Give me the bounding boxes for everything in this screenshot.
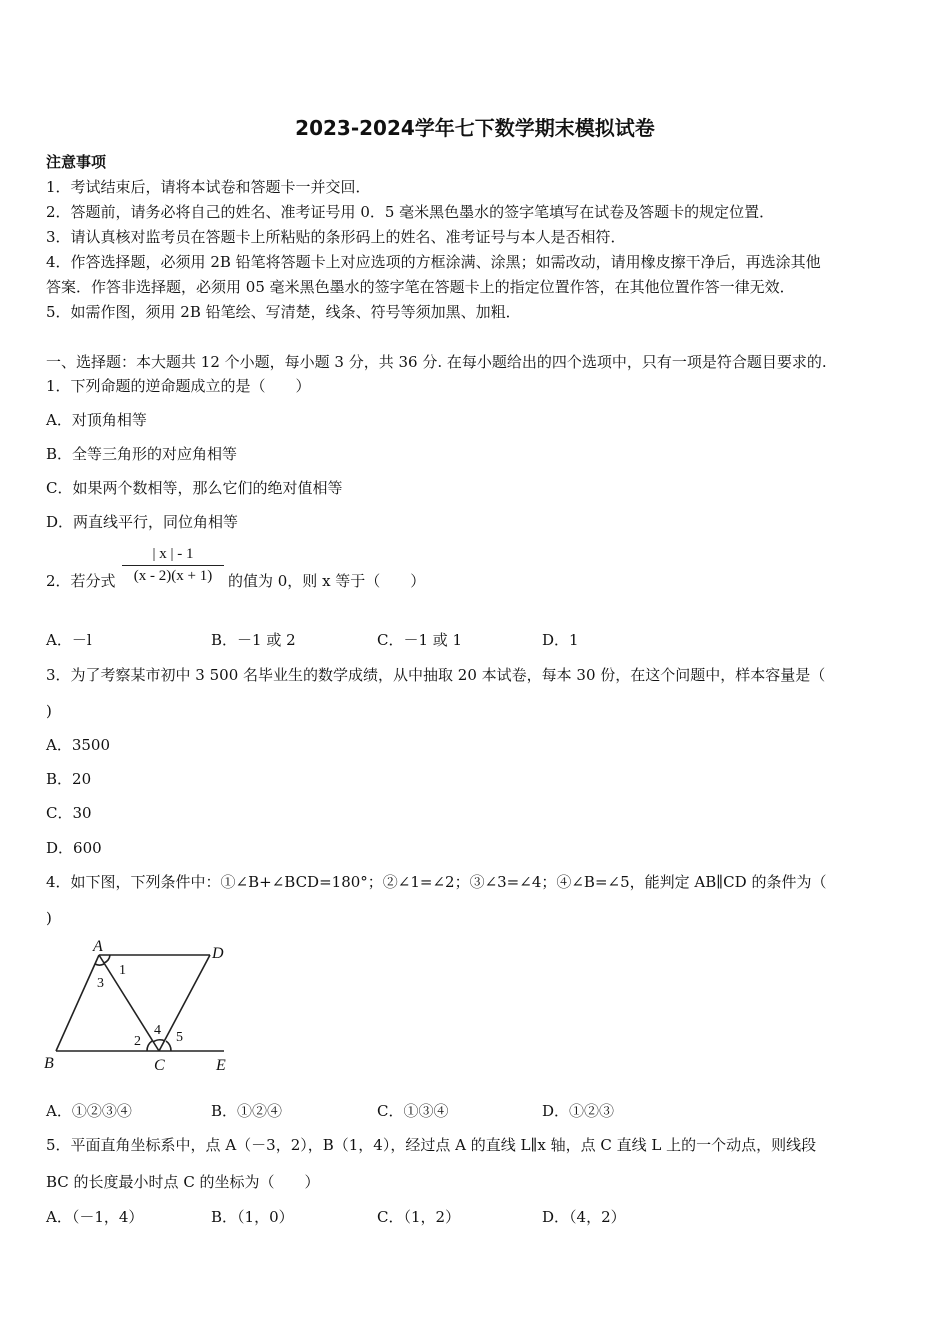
question-1-option-b: B．全等三角形的对应角相等	[46, 445, 238, 463]
notice-item: 1．考试结束后，请将本试卷和答题卡一并交回．	[46, 178, 371, 196]
question-2-option-c: C．－1 或 1	[377, 631, 463, 649]
question-4-option-d: D．①②③	[542, 1102, 615, 1120]
question-5-option-b: B．（1，0）	[211, 1208, 294, 1226]
question-5-option-a: A．（－1，4）	[46, 1208, 144, 1226]
question-3-option-c: C．30	[46, 804, 92, 822]
point-label-c: C	[154, 1057, 165, 1074]
question-5-option-c: C．（1，2）	[377, 1208, 461, 1226]
question-4-stem: 4．如下图，下列条件中：①∠B+∠BCD=180°；②∠1=∠2；③∠3=∠4；④∠B=∠5，能判定 AB∥CD 的条件为（	[46, 873, 827, 891]
question-5-stem-line2: BC 的长度最小时点 C 的坐标为（ ）	[46, 1173, 320, 1191]
angle-arc-5	[166, 1041, 171, 1051]
question-1-stem: 1．下列命题的逆命题成立的是（ ）	[46, 377, 311, 395]
notice-item: 5．如需作图，须用 2B 铅笔绘、写清楚，线条、符号等须加黑、加粗．	[46, 303, 521, 321]
point-label-e: E	[216, 1057, 226, 1074]
question-5-option-d: D．（4，2）	[542, 1208, 626, 1226]
question-3-option-a: A．3500	[46, 736, 111, 754]
notice-item: 4．作答选择题，必须用 2B 铅笔将答题卡上对应选项的方框涂满、涂黑；如需改动，请用橡皮擦干净后，再选涂其他	[46, 253, 821, 271]
question-5-stem: 5．平面直角坐标系中，点 A（－3，2），B（1，4），经过点 A 的直线 L∥x 轴，点 C 直线 L 上的一个动点，则线段	[46, 1136, 817, 1154]
question-2-suffix: 的值为 0，则 x 等于（ ）	[228, 572, 426, 590]
question-1-option-c: C．如果两个数相等，那么它们的绝对值相等	[46, 479, 343, 497]
notice-heading: 注意事项	[46, 153, 107, 171]
page-title: 2023-2024学年七下数学期末模拟试卷	[295, 116, 655, 140]
notice-item: 3．请认真核对监考员在答题卡上所粘贴的条形码上的姓名、准考证号与本人是否相符．	[46, 228, 626, 246]
fraction-numerator: | x | - 1	[152, 546, 194, 562]
question-3-stem-end: )	[46, 702, 52, 720]
point-label-b: B	[44, 1055, 54, 1072]
notice-item: 答案．作答非选择题，必须用 05 毫米黑色墨水的签字笔在答题卡上的指定位置作答，在其他位置作答一律无效．	[46, 278, 795, 296]
question-4-stem-end: )	[46, 909, 52, 927]
question-3-option-d: D．600	[46, 839, 102, 857]
notice-item: 2．答题前，请务必将自己的姓名、准考证号用 0．5 毫米黑色墨水的签字笔填写在试卷及答题卡的规定位置．	[46, 203, 775, 221]
section-heading: 一、选择题：本大题共 12 个小题，每小题 3 分，共 36 分. 在每小题给出的四个选项中，只有一项是符合题目要求的.	[46, 353, 827, 371]
question-3-stem: 3．为了考察某市初中 3 500 名毕业生的数学成绩，从中抽取 20 本试卷，每本 30 份，在这个问题中，样本容量是（	[46, 666, 826, 684]
segment-ab	[56, 955, 99, 1051]
question-2-option-b: B．－1 或 2	[211, 631, 296, 649]
angle-label-3: 3	[97, 976, 104, 991]
geometry-figure	[40, 938, 240, 1078]
fraction-denominator: (x - 2)(x + 1)	[133, 568, 213, 584]
question-3-option-b: B．20	[46, 770, 92, 788]
fraction-expression	[122, 546, 224, 585]
segment-cd	[159, 955, 210, 1051]
angle-arc-1	[104, 955, 110, 963]
angle-label-2: 2	[134, 1034, 141, 1049]
question-4-option-b: B．①②④	[211, 1102, 283, 1120]
angle-label-5: 5	[176, 1030, 183, 1045]
question-2-option-d: D．1	[542, 631, 579, 649]
question-4-option-a: A．①②③④	[46, 1102, 132, 1120]
segment-ac	[99, 955, 159, 1051]
question-1-option-a: A．对顶角相等	[46, 411, 147, 429]
angle-label-4: 4	[154, 1023, 161, 1038]
point-label-a: A	[93, 938, 103, 955]
angle-arc-3	[95, 964, 104, 965]
question-4-option-c: C．①③④	[377, 1102, 449, 1120]
question-2-prefix: 2．若分式	[46, 572, 116, 590]
angle-arc-2	[147, 1041, 152, 1051]
question-2-option-a: A．－l	[46, 631, 92, 649]
question-1-option-d: D．两直线平行，同位角相等	[46, 513, 239, 531]
angle-label-1: 1	[119, 963, 126, 978]
point-label-d: D	[212, 945, 224, 962]
